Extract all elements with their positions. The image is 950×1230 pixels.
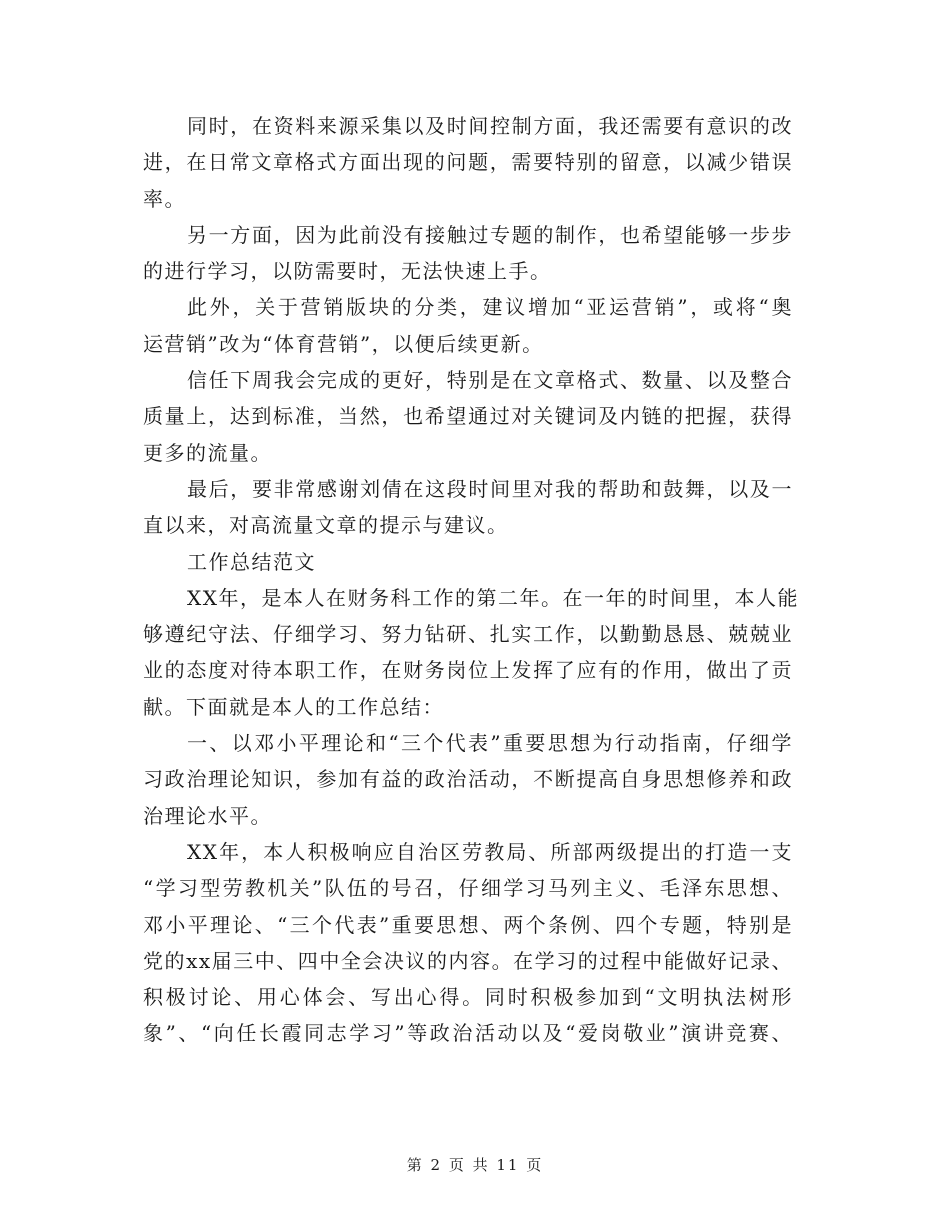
text-line: XX年，本人积极响应自治区劳教局、所部两级提出的打造一支 (187, 839, 793, 864)
text-line: 工作总结范文 (187, 549, 316, 574)
text-line: 另一方面，因为此前没有接触过专题的制作，也希望能够一步步 (187, 222, 793, 247)
text-line: 运营销”改为“体育营销”，以便后续更新。 (143, 331, 544, 356)
text-line: 积极讨论、用心体会、写出心得。同时积极参加到“文明执法树形 (143, 985, 793, 1010)
text-line: 邓小平理论、“三个代表”重要思想、两个条例、四个专题，特别是 (143, 912, 793, 937)
text-line: 象”、“向任长霞同志学习”等政治活动以及“爱岗敬业”演讲竞赛、 (143, 1021, 793, 1046)
text-line: XX年，是本人在财务科工作的第二年。在一年的时间里，本人能 (187, 585, 799, 610)
text-line: 同时，在资料来源采集以及时间控制方面，我还需要有意识的改 (187, 114, 793, 138)
text-line: 的进行学习，以防需要时，无法快速上手。 (143, 259, 552, 284)
page-footer: 第 2 页 共 11 页 (406, 1156, 544, 1174)
text-line: 此外，关于营销版块的分类，建议增加“亚运营销”，或将“奥 (187, 295, 793, 320)
text-line: 率。 (143, 186, 186, 211)
document-body (143, 108, 799, 1052)
text-line: 进，在日常文章格式方面出现的问题，需要特别的留意，以减少错误 (143, 150, 793, 175)
text-line: 直以来，对高流量文章的提示与建议。 (143, 513, 509, 538)
text-line: “学习型劳教机关”队伍的号召，仔细学习马列主义、毛泽东思想、 (143, 876, 793, 901)
text-line: 治理论水平。 (143, 803, 272, 828)
text-line: 党的xx届三中、四中全会决议的内容。在学习的过程中能做好记录、 (143, 948, 793, 973)
text-line: 更多的流量。 (143, 440, 272, 465)
text-line: 习政治理论知识，参加有益的政治活动，不断提高自身思想修养和政 (143, 767, 793, 792)
text-line: 最后，要非常感谢刘倩在这段时间里对我的帮助和鼓舞，以及一 (187, 476, 793, 501)
text-line: 够遵纪守法、仔细学习、努力钻研、扎实工作，以勤勤恳恳、兢兢业 (143, 622, 793, 647)
text-line: 业的态度对待本职工作，在财务岗位上发挥了应有的作用，做出了贡 (143, 658, 793, 683)
text-line: 信任下周我会完成的更好，特别是在文章格式、数量、以及整合 (187, 368, 793, 393)
text-line: 一、以邓小平理论和“三个代表”重要思想为行动指南，仔细学 (187, 731, 793, 756)
text-line: 献。下面就是本人的工作总结： (143, 694, 444, 719)
text-line: 质量上，达到标准，当然，也希望通过对关键词及内链的把握，获得 (143, 404, 793, 429)
